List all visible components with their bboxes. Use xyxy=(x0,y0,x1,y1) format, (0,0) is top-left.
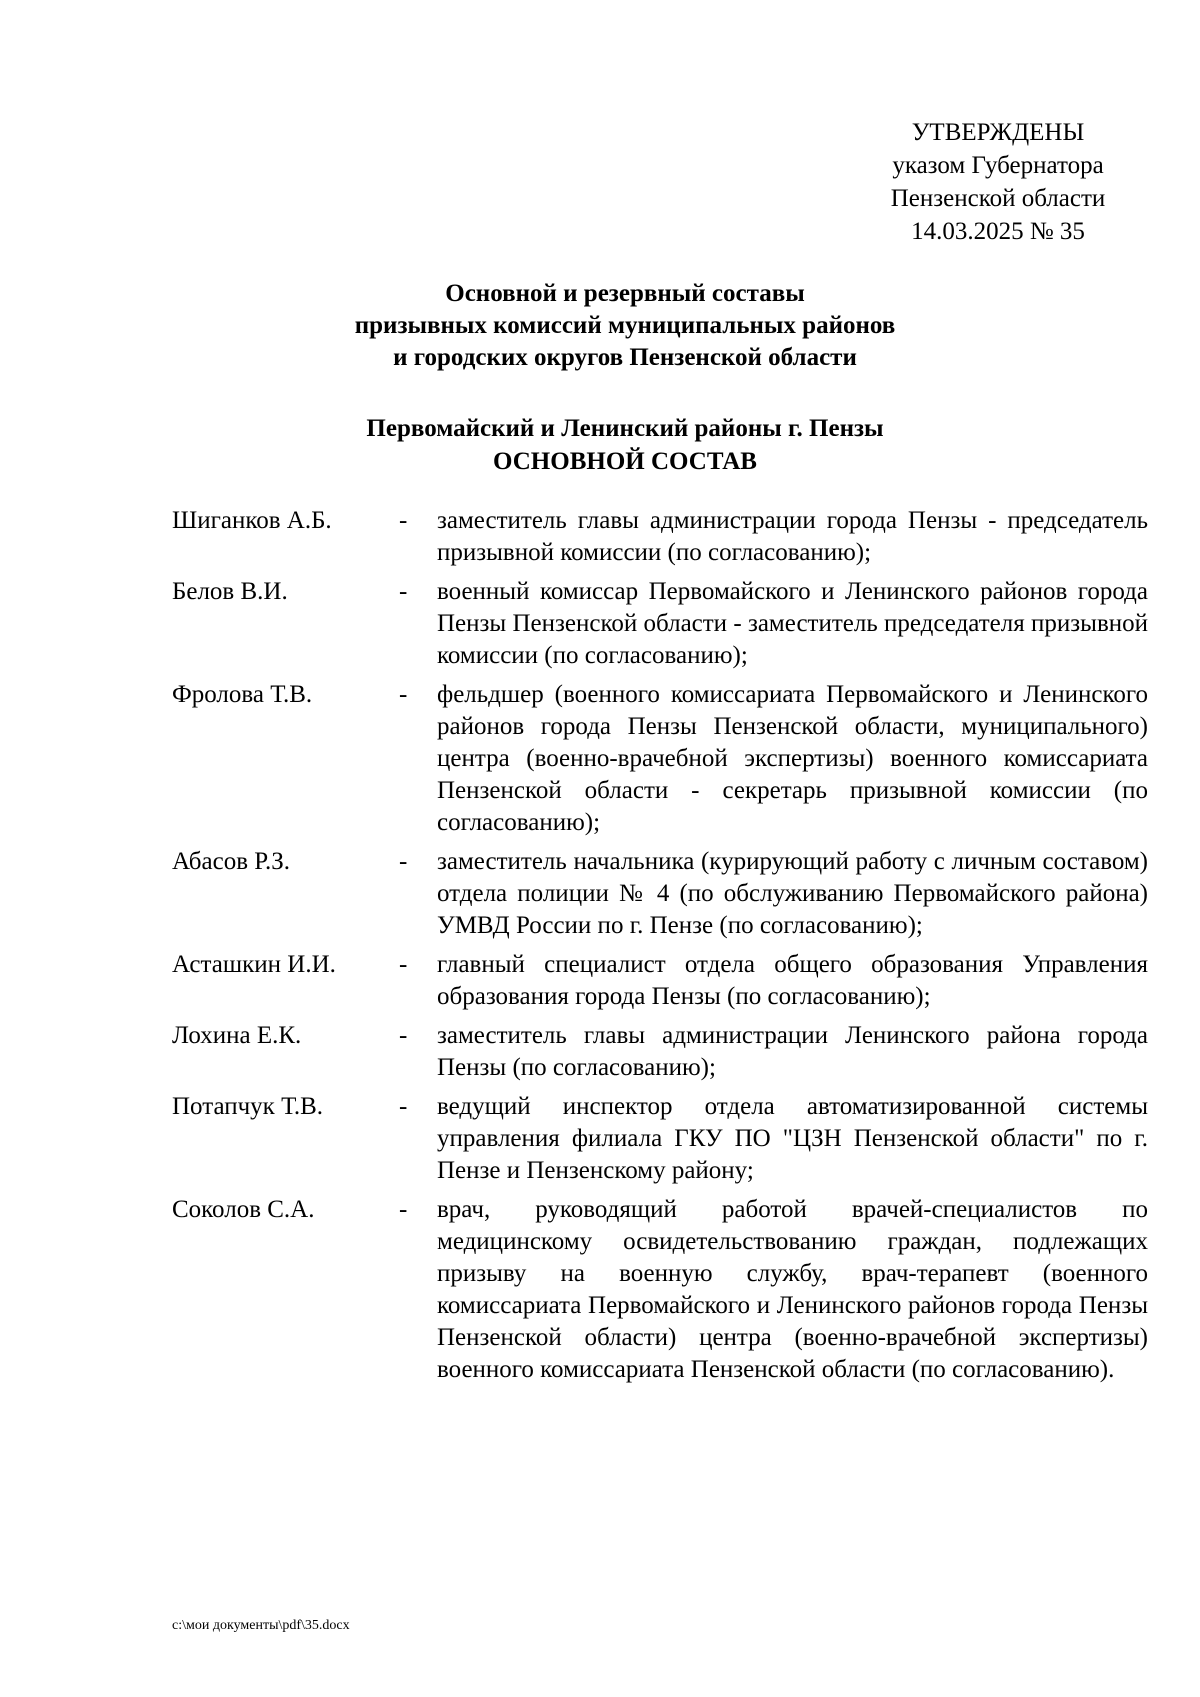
member-name: Фролова Т.В. xyxy=(172,681,313,708)
member-role: фельдшер (военного комиссариата Первомайского и Ленинского районов города Пензы Пензенской области, муниципального) центра (военно-врачебной экспертизы) военного комиссариата Пензенской области - секретарь призывной комиссии (по согласованию); xyxy=(437,681,1148,836)
member-dash: - xyxy=(399,951,408,978)
member-name: Шиганков А.Б. xyxy=(172,507,332,534)
member-name: Белов В.И. xyxy=(172,578,288,605)
member-entry xyxy=(172,949,1148,1013)
document-title-line: Основной и резервный составы xyxy=(445,280,805,307)
member-entry xyxy=(172,1194,1148,1386)
file-path-footer: c:\мои документы\pdf\35.docx xyxy=(172,1618,350,1633)
member-role: врач, руководящий работой врачей-специалистов по медицинскому освидетельствованию граждан, подлежащих призыву на военную службу, врач-терапевт (военного комиссариата Первомайского и Ленинского районов города Пензы Пензенской области) центра (военно-врачебной экспертизы) военного комиссариата Пензенской области (по согласованию). xyxy=(437,1196,1148,1383)
member-role: заместитель главы администрации Ленинского района города Пензы (по согласованию); xyxy=(437,1022,1148,1081)
composition-heading: ОСНОВНОЙ СОСТАВ xyxy=(493,448,757,475)
member-role: заместитель начальника (курирующий работу с личным составом) отдела полиции № 4 (по обслуживанию Первомайского района) УМВД России по г. Пензе (по согласованию); xyxy=(437,848,1148,939)
member-role: главный специалист отдела общего образования Управления образования города Пензы (по согласованию); xyxy=(437,951,1148,1010)
member-entry xyxy=(172,576,1148,672)
member-name: Лохина Е.К. xyxy=(172,1022,302,1049)
approval-date-number: 14.03.2025 № 35 xyxy=(911,218,1085,245)
document-title xyxy=(170,278,1080,374)
approval-heading: УТВЕРЖДЕНЫ xyxy=(911,119,1085,146)
approval-block xyxy=(858,116,1138,248)
document-title-line: призывных комиссий муниципальных районов xyxy=(354,312,896,339)
member-name: Соколов С.А. xyxy=(172,1196,315,1223)
member-entry xyxy=(172,1091,1148,1187)
member-dash: - xyxy=(399,1022,408,1049)
district-name: Первомайский и Ленинский районы г. Пензы xyxy=(366,415,884,442)
member-entry xyxy=(172,846,1148,942)
member-name: Асташкин И.И. xyxy=(172,951,336,978)
commission-members-list xyxy=(172,505,1148,1393)
section-header xyxy=(170,412,1080,478)
member-role: военный комиссар Первомайского и Ленинского районов города Пензы Пензенской области - заместитель председателя призывной комиссии (по согласованию); xyxy=(437,578,1148,669)
member-name: Абасов Р.З. xyxy=(172,848,291,875)
approval-authority: указом Губернатора xyxy=(892,152,1104,179)
document-title-line: и городских округов Пензенской области xyxy=(393,344,857,371)
member-name: Потапчук Т.В. xyxy=(172,1093,324,1120)
member-dash: - xyxy=(399,578,408,605)
member-dash: - xyxy=(399,1196,408,1223)
member-role: заместитель главы администрации города Пензы - председатель призывной комиссии (по согласованию); xyxy=(437,507,1148,566)
member-role: ведущий инспектор отдела автоматизированной системы управления филиала ГКУ ПО "ЦЗН Пензенской области" по г. Пензе и Пензенскому району; xyxy=(437,1093,1148,1184)
member-entry xyxy=(172,1020,1148,1084)
member-dash: - xyxy=(399,1093,408,1120)
member-entry xyxy=(172,505,1148,569)
member-dash: - xyxy=(399,848,408,875)
member-entry xyxy=(172,679,1148,839)
member-dash: - xyxy=(399,507,408,534)
approval-region: Пензенской области xyxy=(890,185,1106,212)
member-dash: - xyxy=(399,681,408,708)
